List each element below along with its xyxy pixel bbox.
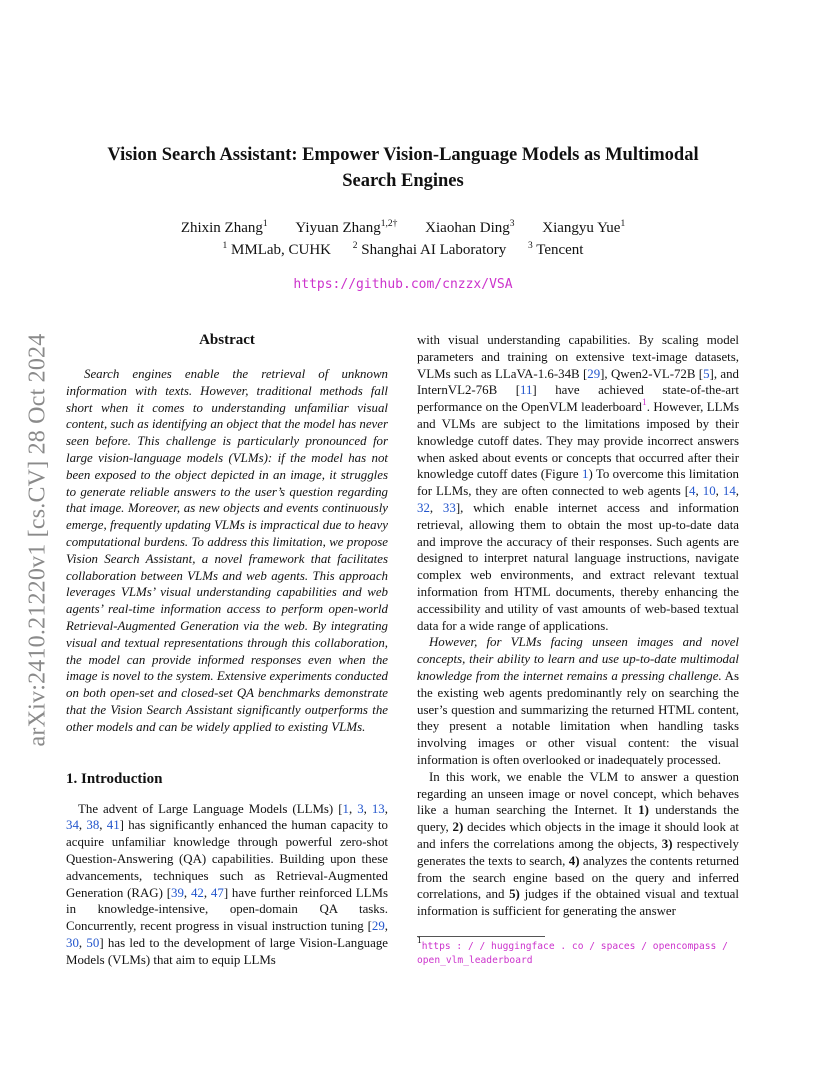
footnote-url-continued[interactable]: open_vlm_leaderboard <box>417 954 533 966</box>
footnote-number: 1 <box>417 936 422 946</box>
citation-link[interactable]: 38 <box>86 818 100 833</box>
title-line-1: Vision Search Assistant: Empower Vision-Language Models as Multimodal <box>107 145 699 165</box>
affiliation: $^2$ Shanghai AI Laboratory <box>352 241 507 258</box>
title-line-2: Search Engines <box>342 171 464 191</box>
right-column <box>417 332 739 920</box>
citation-link[interactable]: 29 <box>587 366 601 381</box>
author-name: Xiaohan Ding$^3$ <box>425 219 515 236</box>
citation-link[interactable]: 34 <box>66 818 79 833</box>
citation-link[interactable]: 30 <box>66 935 79 950</box>
citation-link[interactable]: 33 <box>442 500 456 515</box>
intro-paragraph-2: with visual understanding capabilities. By scaling model parameters and training on extensive text-image datasets, VLMs such as LLaVA-1.6-34B [29], Qwen2-VL-72B [5], and InternVL2-76B [11] have achieved state-of-the-art performance on the OpenVLM leaderboard$^1$. However, LLMs and VLMs are subject to the limitations imposed by their knowledge cutoff dates. They may provide incorrect answers when asked about events or concepts that occurred after their knowledge cutoff dates (Figure 1) To overcome this limitation for LLMs, they are often connected to web agents [4, 10, 14, 32, 33], which enable internet access and information retrieval, allowing them to obtain the most up-to-date data and improve the accuracy of their responses. Such agents are designed to interpret natural language instructions, navigate complex web environments, and extract relevant textual information from HTML documents, thereby enhancing the accessibility and utility of vast amounts of web-based textual data for a wide range of applications. <box>417 333 740 633</box>
footnote-divider <box>417 936 545 937</box>
footnote-mark[interactable]: 1 <box>641 398 647 409</box>
footnote <box>417 936 742 967</box>
citation-link[interactable]: 42 <box>190 885 204 900</box>
author-name: Xiangyu Yue$^1$ <box>542 219 626 236</box>
citation-link[interactable]: 29 <box>371 919 385 934</box>
abstract-text: Search engines enable the retrieval of unknown information with texts. However, traditional methods fall short when it comes to understanding unfamiliar visual content, such as identifying an object that the model has never seen before. This challenge is particularly pronounced for large vision-language models (VLMs): if the model has not been exposed to the object depicted in an image, it struggles to generate reliable answers to the user’s question regarding that image. Moreover, as new objects and events continuously emerge, frequently updating VLMs is impractical due to heavy computational burdens. To address this limitation, we propose Vision Search Assistant, a novel framework that facilitates collaboration between VLMs and web agents. This approach leverages VLMs’ visual understanding capabilities and web agents’ real-time information access to perform open-world Retrieval-Augmented Generation via the web. By integrating visual and textual representations through this collaboration, the model can provide informed responses even when the image is novel to the system. Extensive experiments conducted on both open-set and closed-set QA benchmarks demonstrate that the Vision Search Assistant significantly outperforms the other models and can be widely applied to existing VLMs. <box>66 367 388 734</box>
citation-link[interactable]: 1 <box>342 801 349 816</box>
author-block <box>80 217 726 261</box>
author-name: Zhixin Zhang$^1$ <box>180 219 268 236</box>
paper-title <box>80 142 726 194</box>
affiliation-list <box>80 239 726 261</box>
figure-link[interactable]: 1 <box>582 467 589 482</box>
introduction-heading: 1. Introduction <box>66 770 163 787</box>
citation-link[interactable]: 14 <box>722 484 736 499</box>
citation-link[interactable]: 4 <box>689 484 696 499</box>
intro-paragraph-1: The advent of Large Language Models (LLMs) [1, 3, 13, 34, 38, 41] has significantly enhanced the human capacity to acquire unfamiliar knowledge through powerful zero-shot Question-Answering (QA) capabilities. Building upon these advancements, techniques such as Retrieval-Augmented Generation (RAG) [39, 42, 47] have further reinforced LLMs in knowledge-intensive, open-domain QA tasks. Concurrently, recent progress in visual instruction tuning [29, 30, 50] has led to the development of large Vision-Language Models (VLMs) that aim to equip LLMs <box>66 801 389 967</box>
left-column <box>66 330 388 969</box>
citation-link[interactable]: 47 <box>210 885 224 900</box>
footnote-url[interactable]: https : / / huggingface . co / spaces / opencompass / <box>421 941 728 952</box>
citation-link[interactable]: 39 <box>171 885 184 900</box>
arxiv-sidebar-stamp <box>18 333 58 747</box>
affiliation: $^1$ MMLab, CUHK <box>222 241 332 258</box>
citation-link[interactable]: 3 <box>357 801 364 816</box>
citation-link[interactable]: 13 <box>371 801 385 816</box>
citation-link[interactable]: 41 <box>106 818 120 833</box>
citation-link[interactable]: 32 <box>417 500 430 515</box>
intro-paragraph-4: In this work, we enable the VLM to answer a question regarding an unseen image or novel concept, which behaves like a human searching the Internet. It 1) understands the query, 2) decides which objects in the image it should look at and infers the correlations among the objects, 3) respectively generates the texts to search, 4) analyzes the contents returned from the search engine based on the query and inferred correlations, and 5) judges if the obtained visual and textual information is sufficient for generating the answer <box>417 769 740 919</box>
author-name: Yiyuan Zhang$^{1,2\dagger}$ <box>295 219 398 236</box>
citation-link[interactable]: 5 <box>703 366 710 381</box>
citation-link[interactable]: 50 <box>86 935 100 950</box>
citation-link[interactable]: 11 <box>520 383 533 398</box>
intro-paragraph-3: However, for VLMs facing unseen images and novel concepts, their ability to learn and use up-to-date multimodal knowledge from the internet remains a pressing challenge. As the existing web agents predominantly rely on searching the user’s question and summarizing the returned HTML content, they present a notable limitation when handling tasks involving images or other visual content: the visual information is often overlooked or inadequately processed. <box>417 635 739 767</box>
abstract-heading: Abstract <box>199 332 255 348</box>
author-list <box>80 217 726 239</box>
affiliation: $^3$ Tencent <box>527 241 584 258</box>
arxiv-id-label: arXiv:2410.21220v1 [cs.CV] 28 Oct 2024 <box>24 333 51 747</box>
citation-link[interactable]: 10 <box>702 484 716 499</box>
github-link[interactable]: https://github.com/cnzzx/VSA <box>293 277 513 292</box>
